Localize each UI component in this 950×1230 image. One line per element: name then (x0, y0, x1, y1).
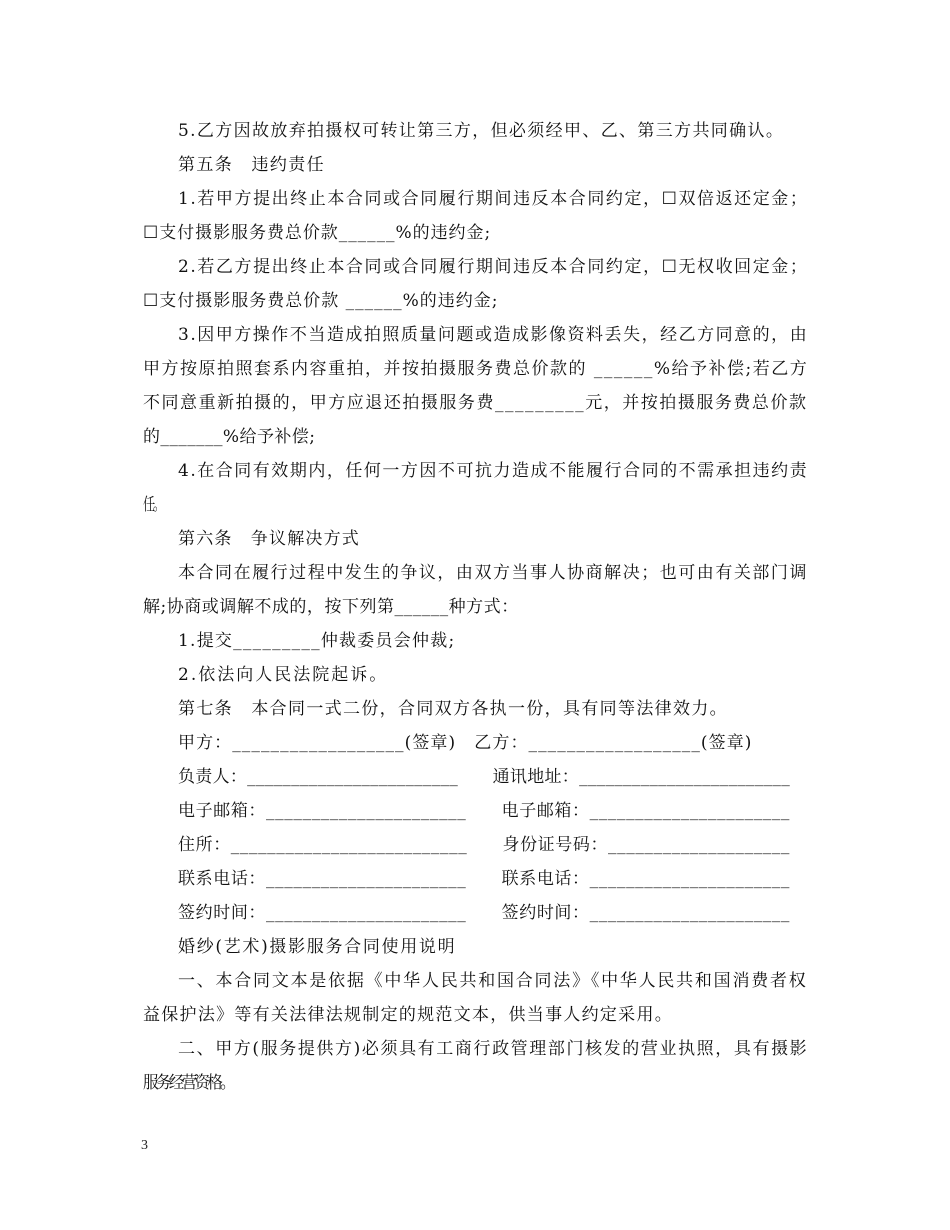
text-line: 1.提交_________仲裁委员会仲裁; (178, 631, 456, 651)
text-line: 2.依法向人民法院起诉。 (178, 665, 389, 685)
text-line: 本合同在履行过程中发生的争议，由双方当事人协商解决；也可由有关部门调 (178, 563, 808, 583)
text-line: 甲方按原拍照套系内容重拍，并按拍摄服务费总价款的 ______%给予补偿;若乙方 (143, 359, 809, 379)
text-line: 5.乙方因故放弃拍摄权可转让第三方，但必须经甲、乙、第三方共同确认。 (178, 121, 785, 141)
text-line: 婚纱(艺术)摄影服务合同使用说明 (178, 937, 457, 957)
text-line: 的_______%给予补偿; (143, 427, 316, 447)
text-line: 不同意重新拍摄的，甲方应退还拍摄服务费_________元，并按拍摄服务费总价款 (143, 393, 808, 413)
text-line: 4.在合同有效期内，任何一方因不可抗力造成不能履行合同的不需承担违约责 (178, 461, 809, 481)
text-line: 电子邮箱：______________________ 电子邮箱：______________________ (178, 801, 790, 821)
text-line: 1.若甲方提出终止本合同或合同履行期间违反本合同约定，☐双倍返还定金； (178, 189, 809, 209)
page-number: 3 (141, 1138, 148, 1153)
text-line: 任。 (143, 495, 164, 515)
text-line: 甲方：__________________(签章) 乙方：__________________(签章) (178, 733, 753, 753)
text-line: 一、本合同文本是依据《中华人民共和国合同法》《中华人民共和国消费者权 (178, 971, 808, 991)
text-line: 益保护法》等有关法律法规制定的规范文本，供当事人约定采用。 (143, 1005, 674, 1025)
text-line: 第七条 本合同一式二份，合同双方各执一份，具有同等法律效力。 (178, 699, 728, 719)
text-line: 第五条 违约责任 (178, 155, 325, 175)
text-line: 解;协商或调解不成的，按下列第______种方式： (143, 597, 519, 617)
text-line: 服务经营资格。 (143, 1073, 234, 1093)
text-line: ☐支付摄影服务费总价款 ______%的违约金; (143, 291, 499, 311)
text-line: 负责人：________________________ 通讯地址：________________________ (178, 767, 790, 787)
text-line: 联系电话：______________________ 联系电话：______________________ (178, 869, 790, 889)
text-line: 住所：__________________________ 身份证号码：____________________ (178, 835, 790, 855)
text-line: 第六条 争议解决方式 (178, 529, 360, 549)
text-line: 二、甲方(服务提供方)必须具有工商行政管理部门核发的营业执照，具有摄影 (178, 1039, 809, 1059)
text-line: ☐支付摄影服务费总价款______%的违约金; (143, 223, 492, 243)
text-line: 3.因甲方操作不当造成拍照质量问题或造成影像资料丢失，经乙方同意的，由 (178, 325, 809, 345)
text-line: 签约时间：______________________ 签约时间：______________________ (178, 903, 790, 923)
text-line: 2.若乙方提出终止本合同或合同履行期间违反本合同约定，☐无权收回定金； (178, 257, 809, 277)
